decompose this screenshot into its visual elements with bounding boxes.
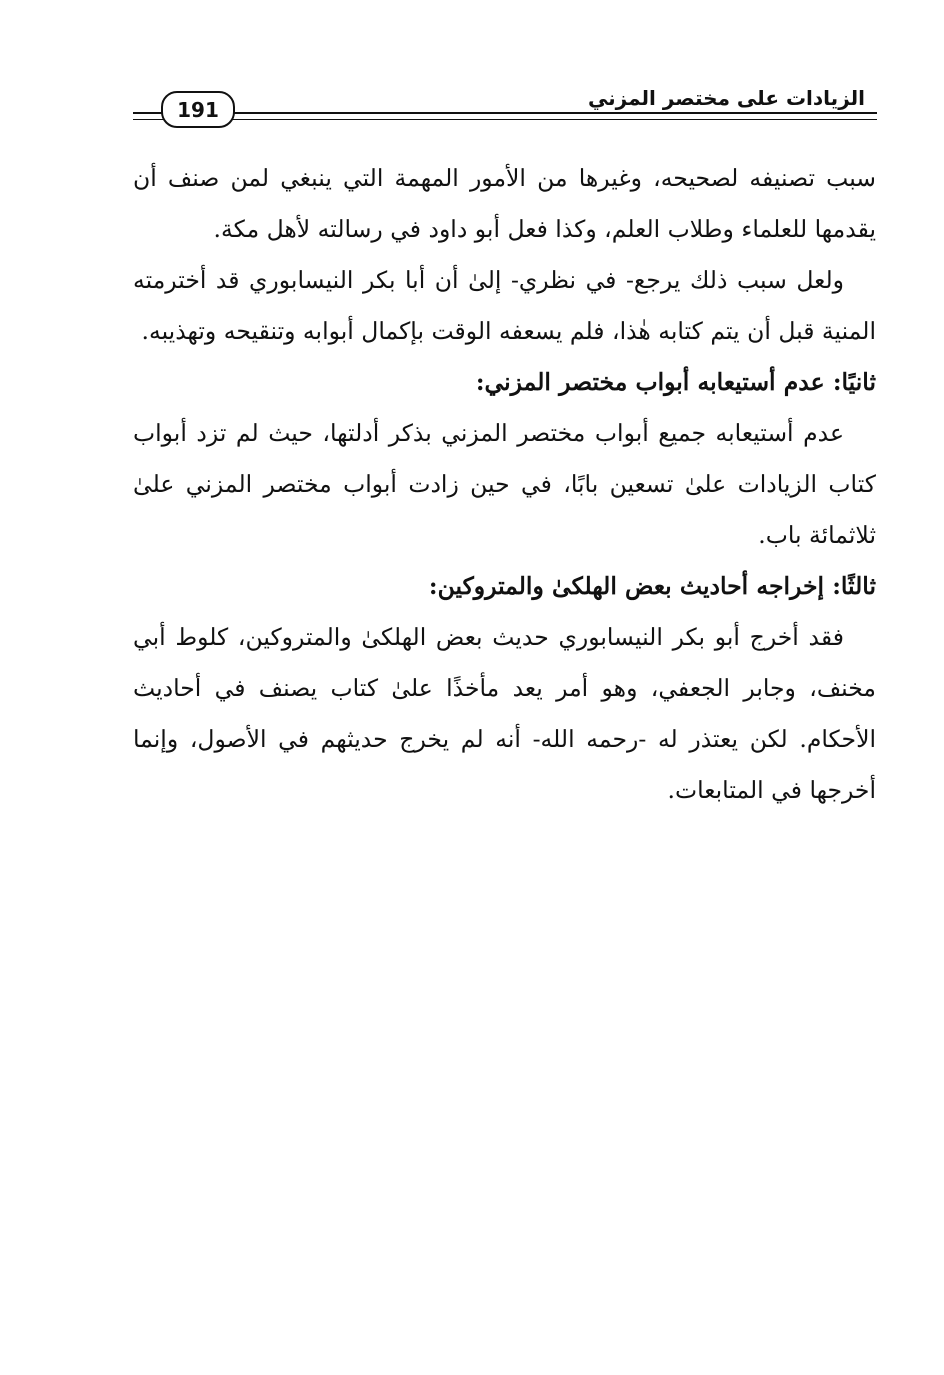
running-title: الزيادات على مختصر المزني xyxy=(582,84,871,112)
page-number: 191 xyxy=(161,91,235,128)
section-heading-third: ثالثًا: إخراجه أحاديث بعض الهلكىٰ والمتروكين: xyxy=(428,572,876,600)
paragraph-reason: ولعل سبب ذلك يرجع- في نظري- إلىٰ أن أبا بكر النيسابوري قد أخترمته المنية قبل أن يتم كتابه هٰذا، فلم يسعفه الوقت بإكمال أبوابه وتنقيحه وتهذيبه. xyxy=(133,266,876,345)
section-heading-second: ثانيًا: عدم أستيعابه أبواب مختصر المزني: xyxy=(475,368,876,396)
page-body xyxy=(133,153,876,816)
paragraph-third: فقد أخرج أبو بكر النيسابوري حديث بعض الهلكىٰ والمتروكين، كلوط أبي مخنف، وجابر الجعفي، وهو أمر يعد مأخذًا علىٰ كتاب يصنف في أحاديث الأحكام. لكن يعتذر له -رحمه الله- أنه لم يخرج حديثهم في الأصول، وإنما أخرجها في المتابعات. xyxy=(133,623,876,804)
paragraph-second: عدم أستيعابه جميع أبواب مختصر المزني بذكر أدلتها، حيث لم تزد أبواب كتاب الزيادات علىٰ تسعين بابًا، في حين زادت أبواب مختصر المزني علىٰ ثلاثمائة باب. xyxy=(133,419,876,549)
header-rule-bottom xyxy=(133,119,877,120)
page-header xyxy=(133,84,877,128)
paragraph-continuation: سبب تصنيفه لصحيحه، وغيرها من الأمور المهمة التي ينبغي لمن صنف أن يقدمها للعلماء وطلاب العلم، وكذا فعل أبو داود في رسالته لأهل مكة. xyxy=(133,164,876,243)
header-rule-top xyxy=(133,112,877,114)
